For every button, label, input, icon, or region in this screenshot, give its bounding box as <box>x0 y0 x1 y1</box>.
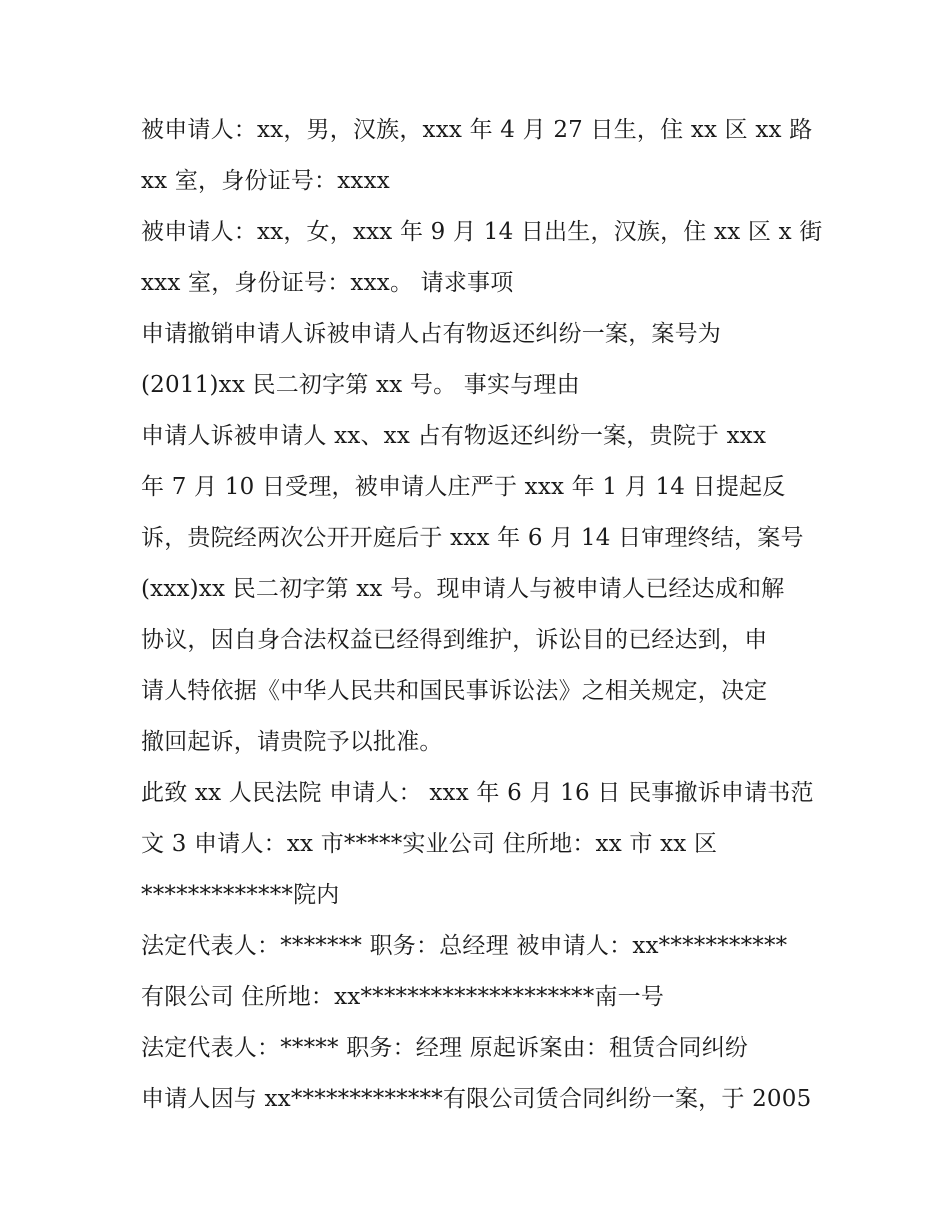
text-line: 申请人因与 xx*************有限公司赁合同纠纷一案，于 2005 <box>141 1086 812 1112</box>
document-body <box>141 105 831 1125</box>
text-line: 文 3 申请人：xx 市*****实业公司 住所地：xx 市 xx 区 <box>141 831 718 857</box>
text-line: 申请撤销申请人诉被申请人占有物返还纠纷一案，案号为 <box>141 321 721 347</box>
text-line: 协议，因自身合法权益已经得到维护，诉讼目的已经达到，申 <box>141 627 768 653</box>
text-line: 诉，贵院经两次公开开庭后于 xxx 年 6 月 14 日审理终结，案号 <box>141 525 804 551</box>
text-line: 年 7 月 10 日受理，被申请人庄严于 xxx 年 1 月 14 日提起反 <box>141 474 786 500</box>
text-line: 法定代表人：******* 职务：总经理 被申请人：xx*********** <box>141 933 788 959</box>
text-line: 法定代表人：***** 职务：经理 原起诉案由：租赁合同纠纷 <box>141 1035 749 1061</box>
text-line: 此致 xx 人民法院 申请人： xxx 年 6 月 16 日 民事撤诉申请书范 <box>141 780 814 806</box>
text-line: xxx 室，身份证号：xxx。 请求事项 <box>141 270 514 296</box>
text-line: 撤回起诉，请贵院予以批准。 <box>141 729 443 755</box>
text-line: (xxx)xx 民二初字第 xx 号。现申请人与被申请人已经达成和解 <box>141 576 785 602</box>
text-line: xx 室，身份证号：xxxx <box>141 168 390 194</box>
text-line: *************院内 <box>141 882 340 908</box>
text-line: 有限公司 住所地：xx********************南一号 <box>141 984 665 1010</box>
text-line: 被申请人：xx，女，xxx 年 9 月 14 日出生，汉族，住 xx 区 x 街 <box>141 219 823 245</box>
text-line: (2011)xx 民二初字第 xx 号。 事实与理由 <box>141 372 580 398</box>
text-line: 请人特依据《中华人民共和国民事诉讼法》之相关规定，决定 <box>141 678 768 704</box>
text-line: 申请人诉被申请人 xx、xx 占有物返还纠纷一案，贵院于 xxx <box>141 423 767 449</box>
text-line: 被申请人：xx，男，汉族，xxx 年 4 月 27 日生，住 xx 区 xx 路 <box>141 117 813 143</box>
